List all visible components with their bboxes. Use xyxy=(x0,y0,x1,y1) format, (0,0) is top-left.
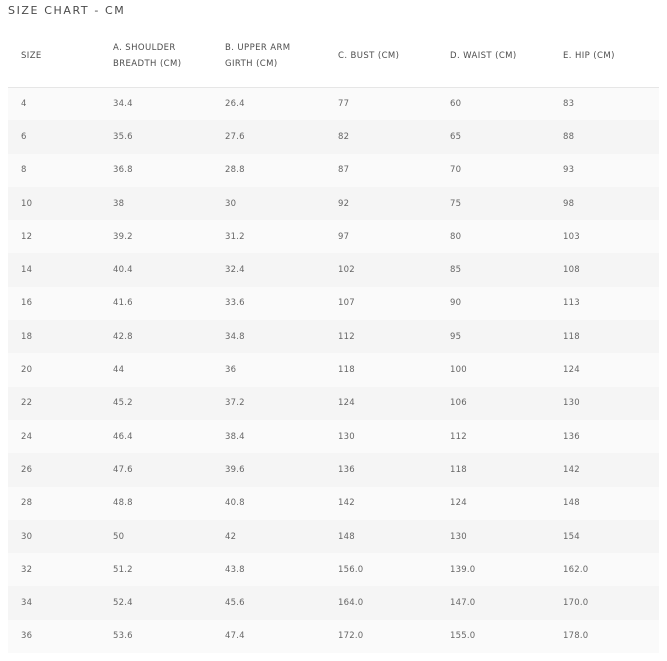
table-body xyxy=(8,87,659,653)
shoulder-breadth-cell: 48.8 xyxy=(113,498,133,509)
upper-arm-girth-cell: 40.8 xyxy=(225,498,245,509)
table-row xyxy=(8,620,659,653)
table-row xyxy=(8,586,659,619)
waist-cell: 70 xyxy=(450,165,462,176)
waist-cell: 100 xyxy=(450,365,467,376)
shoulder-breadth-cell: 52.4 xyxy=(113,598,133,609)
upper-arm-girth-cell: 27.6 xyxy=(225,131,245,142)
hip-cell: 113 xyxy=(563,298,580,309)
table-row xyxy=(8,154,659,187)
waist-cell: 106 xyxy=(450,398,467,409)
upper-arm-girth-cell: 30 xyxy=(225,198,237,209)
header-label-line: C. BUST (CM) xyxy=(338,50,400,61)
column-header-waist xyxy=(437,25,550,87)
shoulder-breadth-cell: 35.6 xyxy=(113,131,133,142)
bust-cell: 130 xyxy=(338,431,355,442)
size-cell: 30 xyxy=(21,531,33,542)
upper-arm-girth-cell: 28.8 xyxy=(225,165,245,176)
size-cell: 12 xyxy=(21,231,33,242)
hip-cell: 136 xyxy=(563,431,580,442)
bust-cell: 107 xyxy=(338,298,355,309)
shoulder-breadth-cell: 40.4 xyxy=(113,265,133,276)
upper-arm-girth-cell: 37.2 xyxy=(225,398,245,409)
waist-cell: 147.0 xyxy=(450,598,476,609)
hip-cell: 178.0 xyxy=(563,631,589,642)
upper-arm-girth-cell: 34.8 xyxy=(225,331,245,342)
waist-cell: 65 xyxy=(450,131,462,142)
column-header-bust xyxy=(325,25,437,87)
bust-cell: 172.0 xyxy=(338,631,364,642)
shoulder-breadth-cell: 53.6 xyxy=(113,631,133,642)
size-cell: 4 xyxy=(21,98,27,109)
hip-cell: 108 xyxy=(563,265,580,276)
waist-cell: 118 xyxy=(450,464,467,475)
table-row xyxy=(8,120,659,153)
size-cell: 20 xyxy=(21,365,33,376)
shoulder-breadth-cell: 34.4 xyxy=(113,98,133,109)
hip-cell: 93 xyxy=(563,165,575,176)
hip-cell: 98 xyxy=(563,198,575,209)
table-row xyxy=(8,420,659,453)
table-row xyxy=(8,220,659,253)
size-cell: 34 xyxy=(21,598,33,609)
shoulder-breadth-cell: 42.8 xyxy=(113,331,133,342)
waist-cell: 112 xyxy=(450,431,467,442)
waist-cell: 75 xyxy=(450,198,462,209)
shoulder-breadth-cell: 38 xyxy=(113,198,125,209)
table-row xyxy=(8,87,659,120)
bust-cell: 148 xyxy=(338,531,355,542)
hip-cell: 170.0 xyxy=(563,598,589,609)
table-row xyxy=(8,253,659,286)
waist-cell: 130 xyxy=(450,531,467,542)
hip-cell: 154 xyxy=(563,531,580,542)
header-row xyxy=(8,25,659,87)
bust-cell: 112 xyxy=(338,331,355,342)
bust-cell: 164.0 xyxy=(338,598,364,609)
waist-cell: 60 xyxy=(450,98,462,109)
size-cell: 6 xyxy=(21,131,27,142)
size-cell: 18 xyxy=(21,331,33,342)
table-row xyxy=(8,453,659,486)
waist-cell: 124 xyxy=(450,498,467,509)
size-cell: 14 xyxy=(21,265,33,276)
table-row xyxy=(8,320,659,353)
table-row xyxy=(8,520,659,553)
header-label-line: BREADTH (CM) xyxy=(113,58,182,69)
bust-cell: 92 xyxy=(338,198,350,209)
column-header-size xyxy=(8,25,100,87)
header-label-line: D. WAIST (CM) xyxy=(450,50,517,61)
hip-cell: 83 xyxy=(563,98,575,109)
upper-arm-girth-cell: 47.4 xyxy=(225,631,245,642)
table-row xyxy=(8,287,659,320)
hip-cell: 162.0 xyxy=(563,564,589,575)
hip-cell: 142 xyxy=(563,464,580,475)
hip-cell: 148 xyxy=(563,498,580,509)
column-header-hip xyxy=(550,25,659,87)
table-row xyxy=(8,353,659,386)
bust-cell: 136 xyxy=(338,464,355,475)
size-cell: 32 xyxy=(21,564,33,575)
header-label-line: E. HIP (CM) xyxy=(563,50,615,61)
shoulder-breadth-cell: 51.2 xyxy=(113,564,133,575)
size-chart-table xyxy=(8,25,659,653)
waist-cell: 80 xyxy=(450,231,462,242)
hip-cell: 124 xyxy=(563,365,580,376)
table-row xyxy=(8,387,659,420)
hip-cell: 103 xyxy=(563,231,580,242)
shoulder-breadth-cell: 44 xyxy=(113,365,125,376)
size-cell: 36 xyxy=(21,631,33,642)
upper-arm-girth-cell: 33.6 xyxy=(225,298,245,309)
table-row xyxy=(8,487,659,520)
shoulder-breadth-cell: 50 xyxy=(113,531,125,542)
upper-arm-girth-cell: 32.4 xyxy=(225,265,245,276)
waist-cell: 85 xyxy=(450,265,462,276)
column-header-upper-arm-girth xyxy=(212,25,325,87)
header-label-line: B. UPPER ARM xyxy=(225,42,291,53)
size-cell: 8 xyxy=(21,165,27,176)
size-cell: 22 xyxy=(21,398,33,409)
shoulder-breadth-cell: 47.6 xyxy=(113,464,133,475)
waist-cell: 90 xyxy=(450,298,462,309)
bust-cell: 118 xyxy=(338,365,355,376)
hip-cell: 118 xyxy=(563,331,580,342)
page-title: SIZE CHART - CM xyxy=(8,4,126,17)
shoulder-breadth-cell: 41.6 xyxy=(113,298,133,309)
hip-cell: 88 xyxy=(563,131,575,142)
bust-cell: 124 xyxy=(338,398,355,409)
bust-cell: 77 xyxy=(338,98,350,109)
shoulder-breadth-cell: 45.2 xyxy=(113,398,133,409)
upper-arm-girth-cell: 39.6 xyxy=(225,464,245,475)
size-cell: 10 xyxy=(21,198,33,209)
size-cell: 16 xyxy=(21,298,33,309)
header-label-line: A. SHOULDER xyxy=(113,42,176,53)
size-chart-table-wrapper xyxy=(8,25,659,653)
waist-cell: 95 xyxy=(450,331,462,342)
waist-cell: 155.0 xyxy=(450,631,476,642)
upper-arm-girth-cell: 38.4 xyxy=(225,431,245,442)
header-label-line: GIRTH (CM) xyxy=(225,58,278,69)
bust-cell: 82 xyxy=(338,131,350,142)
bust-cell: 102 xyxy=(338,265,355,276)
size-cell: 28 xyxy=(21,498,33,509)
size-cell: 24 xyxy=(21,431,33,442)
header-label-line: SIZE xyxy=(21,50,42,61)
upper-arm-girth-cell: 26.4 xyxy=(225,98,245,109)
table-row xyxy=(8,553,659,586)
upper-arm-girth-cell: 36 xyxy=(225,365,237,376)
table-row xyxy=(8,187,659,220)
bust-cell: 87 xyxy=(338,165,350,176)
table-header xyxy=(8,25,659,87)
size-cell: 26 xyxy=(21,464,33,475)
bust-cell: 97 xyxy=(338,231,350,242)
shoulder-breadth-cell: 39.2 xyxy=(113,231,133,242)
upper-arm-girth-cell: 42 xyxy=(225,531,237,542)
waist-cell: 139.0 xyxy=(450,564,476,575)
bust-cell: 142 xyxy=(338,498,355,509)
upper-arm-girth-cell: 45.6 xyxy=(225,598,245,609)
upper-arm-girth-cell: 31.2 xyxy=(225,231,245,242)
hip-cell: 130 xyxy=(563,398,580,409)
shoulder-breadth-cell: 46.4 xyxy=(113,431,133,442)
column-header-shoulder-breadth xyxy=(100,25,212,87)
upper-arm-girth-cell: 43.8 xyxy=(225,564,245,575)
bust-cell: 156.0 xyxy=(338,564,364,575)
shoulder-breadth-cell: 36.8 xyxy=(113,165,133,176)
